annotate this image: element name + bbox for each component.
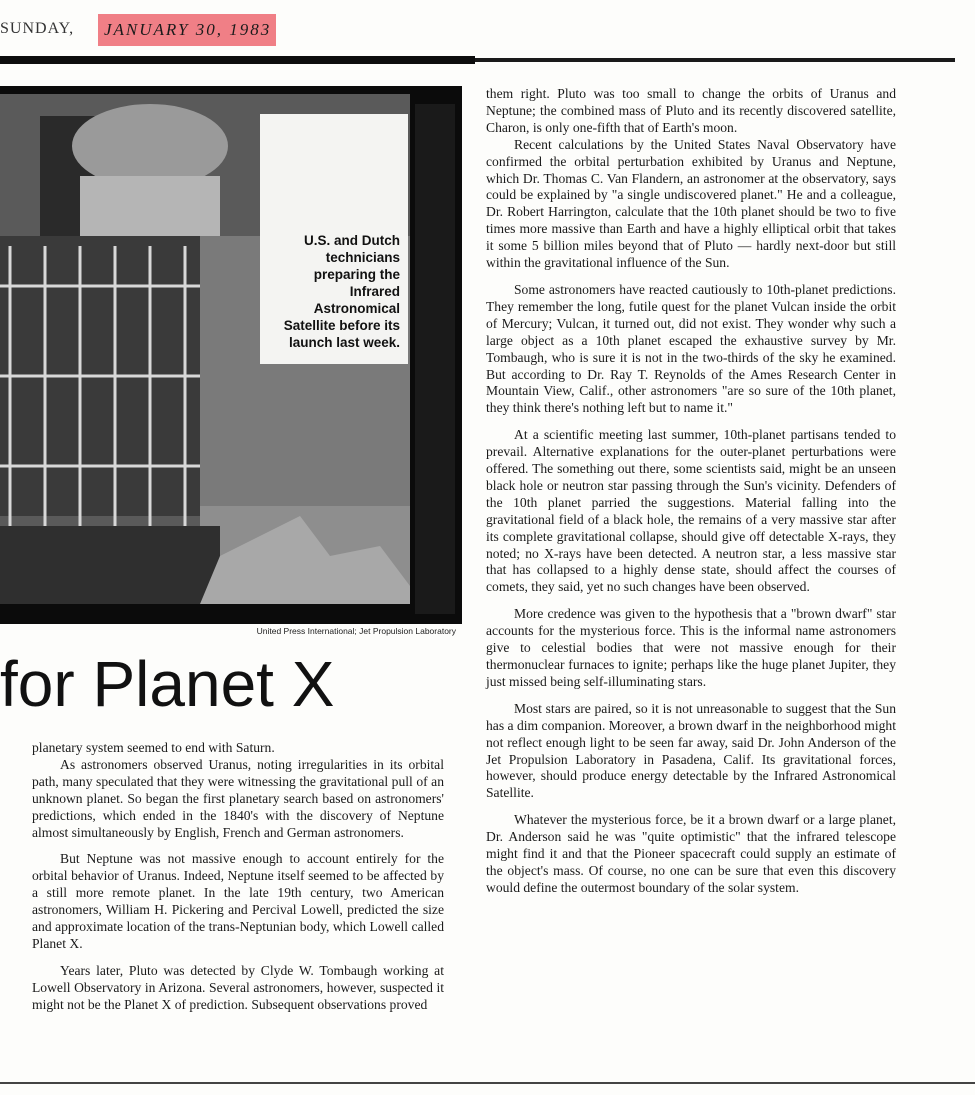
satellite-photo-art (0, 86, 462, 624)
paragraph: Some astronomers have reacted cautiously to 10th-planet predictions. They remember the long, futile quest for the planet Vulcan inside the orbit of Mercury; Vulcan, it turned out, did not exist. They wonder why such a large object as a 10th planet escaped the exhaustive survey by Mr. Tombaugh, who is sure it is not in the two-thirds of the sky he examined. But according to Dr. Ray T. Reynolds of the Ames Research Center in Mountain View, Calif., other astronomers "are so sure of the 10th planet, they think there's nothing left but to name it." (486, 281, 896, 416)
photo-credit: United Press International; Jet Propulsion Laboratory (256, 626, 456, 636)
headline: for Planet X (0, 648, 335, 720)
paragraph: them right. Pluto was too small to change the orbits of Uranus and Neptune; the combined mass of Pluto and its recently discovered satellite, Charon, is only one-fifth that of Earth's moon. (486, 86, 896, 135)
article-column-right (486, 86, 896, 897)
paragraph: More credence was given to the hypothesis that a "brown dwarf" star accounts for the mysterious force. This is the informal name astronomers give to celestial bodies that were not massive enough for their thermonuclear furnaces to ignite; perhaps like the huge planet Jupiter, they just missed being self-illuminating stars. (486, 606, 896, 689)
bottom-rule (0, 1082, 975, 1084)
day-label: SUNDAY, (0, 20, 75, 37)
paragraph: Most stars are paired, so it is not unreasonable to suggest that the Sun has a dim companion. Moreover, a brown dwarf in the neighborhood might not reflect enough light to be seen far away, said Dr. John Anderson of the Jet Propulsion Laboratory in Pasadena, Calif. Its gravitational forces, however, should produce energy detectable by the Infrared Astronomical Satellite. (486, 700, 896, 801)
paragraph: But Neptune was not massive enough to account entirely for the orbital behavior of Uranus. Indeed, Neptune itself seemed to be affected by a still more remote planet. In the late 19th century, two American astronomers, William H. Pickering and Percival Lowell, predicted the size and approximate location of the trans-Neptunian body, which Lowell called Planet X. (32, 851, 444, 951)
paragraph: At a scientific meeting last summer, 10th-planet partisans tended to prevail. Alternative explanations for the outer-planet perturbations were offered. The something out there, some scientists said, might be an unseen black hole or neutron star passing through the Sun's vicinity. Defenders of the 10th planet parried the suggestions. Material falling into the gravitational field of a black hole, the remains of a very massive star after its complete gravitational collapse, should give off detectable X-rays, they noted; no X-rays have been detected. A neutron star, a less massive star that has collapsed to a highly dense state, should affect the courses of comets, they said, yet no such changes have been observed. (486, 427, 896, 595)
paragraph: Whatever the mysterious force, be it a brown dwarf or a large planet, Dr. Anderson said he was "quite optimistic" that the infrared telescope might find it and that the Pioneer spacecraft could supply an estimate of the object's mass. Of course, no one can be sure that even this discovery would define the outermost boundary of the solar system. (486, 812, 896, 895)
date-stamp: JANUARY 30, 1983 (98, 14, 276, 46)
paragraph: Years later, Pluto was detected by Clyde W. Tombaugh working at Lowell Observatory in Arizona. Several astronomers, however, suspected it might not be the Planet X of prediction. Subsequent observations proved (32, 962, 444, 1012)
paragraph: As astronomers observed Uranus, noting irregularities in its orbital path, many speculated that they were witnessing the gravitational pull of an unknown planet. So began the first planetary search based on astronomers' predictions, which ended in the 1840's with the discovery of Neptune almost simultaneously by English, French and German astronomers. (32, 756, 444, 840)
article-column-left (32, 740, 444, 1014)
photo-caption: U.S. and Dutch technicians preparing the Infrared Astronomical Satellite before its launch last week. (283, 233, 400, 350)
top-rule (0, 56, 475, 64)
paragraph: planetary system seemed to end with Saturn. (32, 740, 275, 755)
dateline (0, 8, 330, 44)
top-rule-right (475, 58, 955, 62)
paragraph: Recent calculations by the United States Naval Observatory have confirmed the orbital perturbation exhibited by Uranus and Neptune, which Dr. Thomas C. Van Flandern, an astronomer at the observatory, says could be explained by "a single undiscovered planet." He and a colleague, Dr. Robert Harrington, calculate that the 10th planet should be two to five times more massive than Earth and have a highly elliptical orbit that takes it some 5 billion miles beyond that of Pluto — hardly next-door but still within the gravitational influence of the Sun. (486, 136, 896, 271)
satellite-photo (0, 86, 462, 624)
